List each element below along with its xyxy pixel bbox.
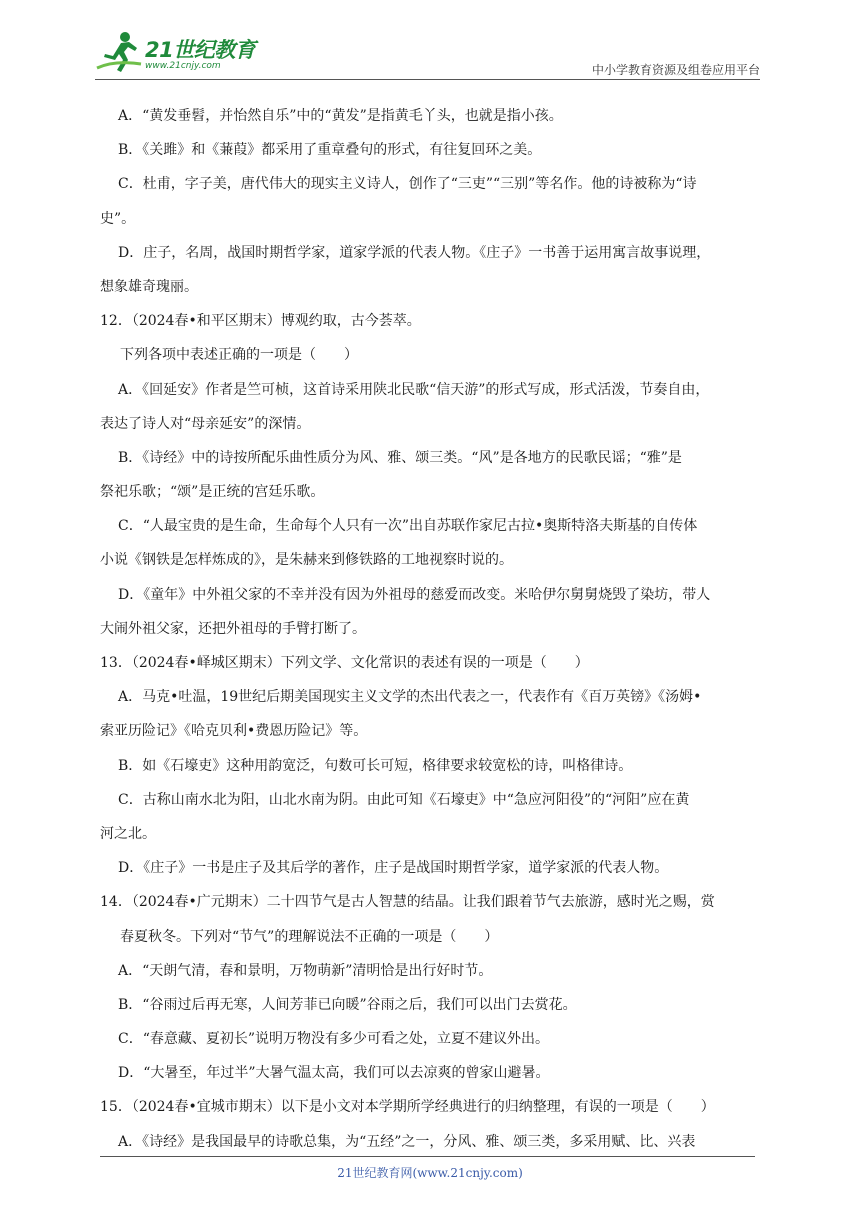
continuation-line: 表达了诗人对“母亲延安”的深情。 (100, 415, 311, 432)
runner-logo-icon (95, 30, 147, 76)
question-line: 13．（2024春•峄城区期末）下列文学、文化常识的表述有误的一项是（ ） (100, 655, 589, 671)
logo (95, 30, 265, 76)
option-line: A．《诗经》是我国最早的诗歌总集，为“五经”之一，分风、雅、颂三类，多采用赋、比、兴表 (118, 1133, 696, 1150)
logo-url: www.21cnjy.com (145, 61, 221, 71)
question-line: 14．（2024春•广元期末）二十四节气是古人智慧的结晶。让我们跟着节气去旅游，感时光之赐，赏 (100, 894, 715, 911)
logo-text: 21世纪教育 (145, 38, 256, 62)
question-continuation-line: 春夏秋冬。下列对“节气”的理解说法不正确的一项是（ ） (120, 928, 499, 945)
option-line: A．“黄发垂髫，并怡然自乐”中的“黄发”是指黄毛丫头，也就是指小孩。 (118, 108, 563, 124)
platform-tagline: 中小学教育资源及组卷应用平台 (591, 63, 760, 77)
question-line: 12．（2024春•和平区期末）博观约取，古今荟萃。 (100, 313, 421, 330)
continuation-line: 祭祀乐歌；“颂”是正统的宫廷乐歌。 (100, 484, 325, 501)
footer-link[interactable]: 21世纪教育网(www.21cnjy.com) (337, 1166, 523, 1180)
page-header (95, 30, 760, 80)
option-line: A．马克•吐温，19世纪后期美国现实主义文学的杰出代表之一，代表作有《百万英镑》《汤姆• (118, 689, 702, 706)
option-line: A．《回延安》作者是竺可桢，这首诗采用陕北民歌“信天游”的形式写成，形式活泼，节奏自由， (118, 381, 710, 398)
option-line: C．古称山南水北为阳，山北水南为阴。由此可知《石壕吏》中“急应河阳役”的“河阳”应在黄 (118, 791, 690, 808)
question-stem-line: 下列各项中表述正确的一项是（ ） (120, 347, 358, 364)
continuation-line: 索亚历险记》《哈克贝利•费恩历险记》等。 (100, 723, 368, 740)
option-line: B．《诗经》中的诗按所配乐曲性质分为风、雅、颂三类。“风”是各地方的民歌民谣；“雅”是 (118, 449, 682, 466)
option-line: D．“大暑至，年过半”大暑气温太高，我们可以去凉爽的曾家山避暑。 (118, 1065, 550, 1082)
option-line: D．庄子，名周，战国时期哲学家，道家学派的代表人物。《庄子》一书善于运用寓言故事说理， (118, 244, 711, 261)
option-line: B．《关雎》和《蒹葭》都采用了重章叠句的形式，有往复回环之美。 (118, 142, 542, 159)
header-divider (95, 79, 760, 80)
continuation-line: 小说《钢铁是怎样炼成的》，是朱赫来到修铁路的工地视察时说的。 (100, 552, 513, 569)
option-line: A．“天朗气清，春和景明，万物萌新”清明恰是出行好时节。 (118, 962, 493, 979)
option-line: C．杜甫，字子美，唐代伟大的现实主义诗人，创作了“三吏”“三别”等名作。他的诗被称为“诗 (118, 176, 697, 193)
option-line: B．“谷雨过后再无寒，人间芳菲已向暖”谷雨之后，我们可以出门去赏花。 (118, 996, 577, 1013)
continuation-line: 河之北。 (100, 825, 156, 842)
question-line: 15．（2024春•宜城市期末）以下是小文对本学期所学经典进行的归纳整理，有误的一项是（ ） (100, 1099, 715, 1116)
continuation-line: 想象雄奇瑰丽。 (100, 278, 198, 295)
continuation-line: 史”。 (100, 210, 136, 227)
option-line: C．“人最宝贵的是生命，生命每个人只有一次”出自苏联作家尼古拉•奥斯特洛夫斯基的自传体 (118, 518, 698, 535)
option-line: D．《庄子》一书是庄子及其后学的著作，庄子是战国时期哲学家，道学家派的代表人物。 (118, 860, 669, 877)
option-line: B．如《石壕吏》这种用韵宽泛，句数可长可短，格律要求较宽松的诗，叫格律诗。 (118, 757, 633, 774)
option-line: C．“春意藏、夏初长”说明万物没有多少可看之处，立夏不建议外出。 (118, 1031, 550, 1048)
continuation-line: 大闹外祖父家，还把外祖母的手臂打断了。 (100, 620, 366, 637)
option-line: D．《童年》中外祖父家的不幸并没有因为外祖母的慈爱而改变。米哈伊尔舅舅烧毁了染坊，带人 (118, 586, 711, 603)
footer-divider (100, 1156, 755, 1157)
document-body (100, 99, 765, 1159)
